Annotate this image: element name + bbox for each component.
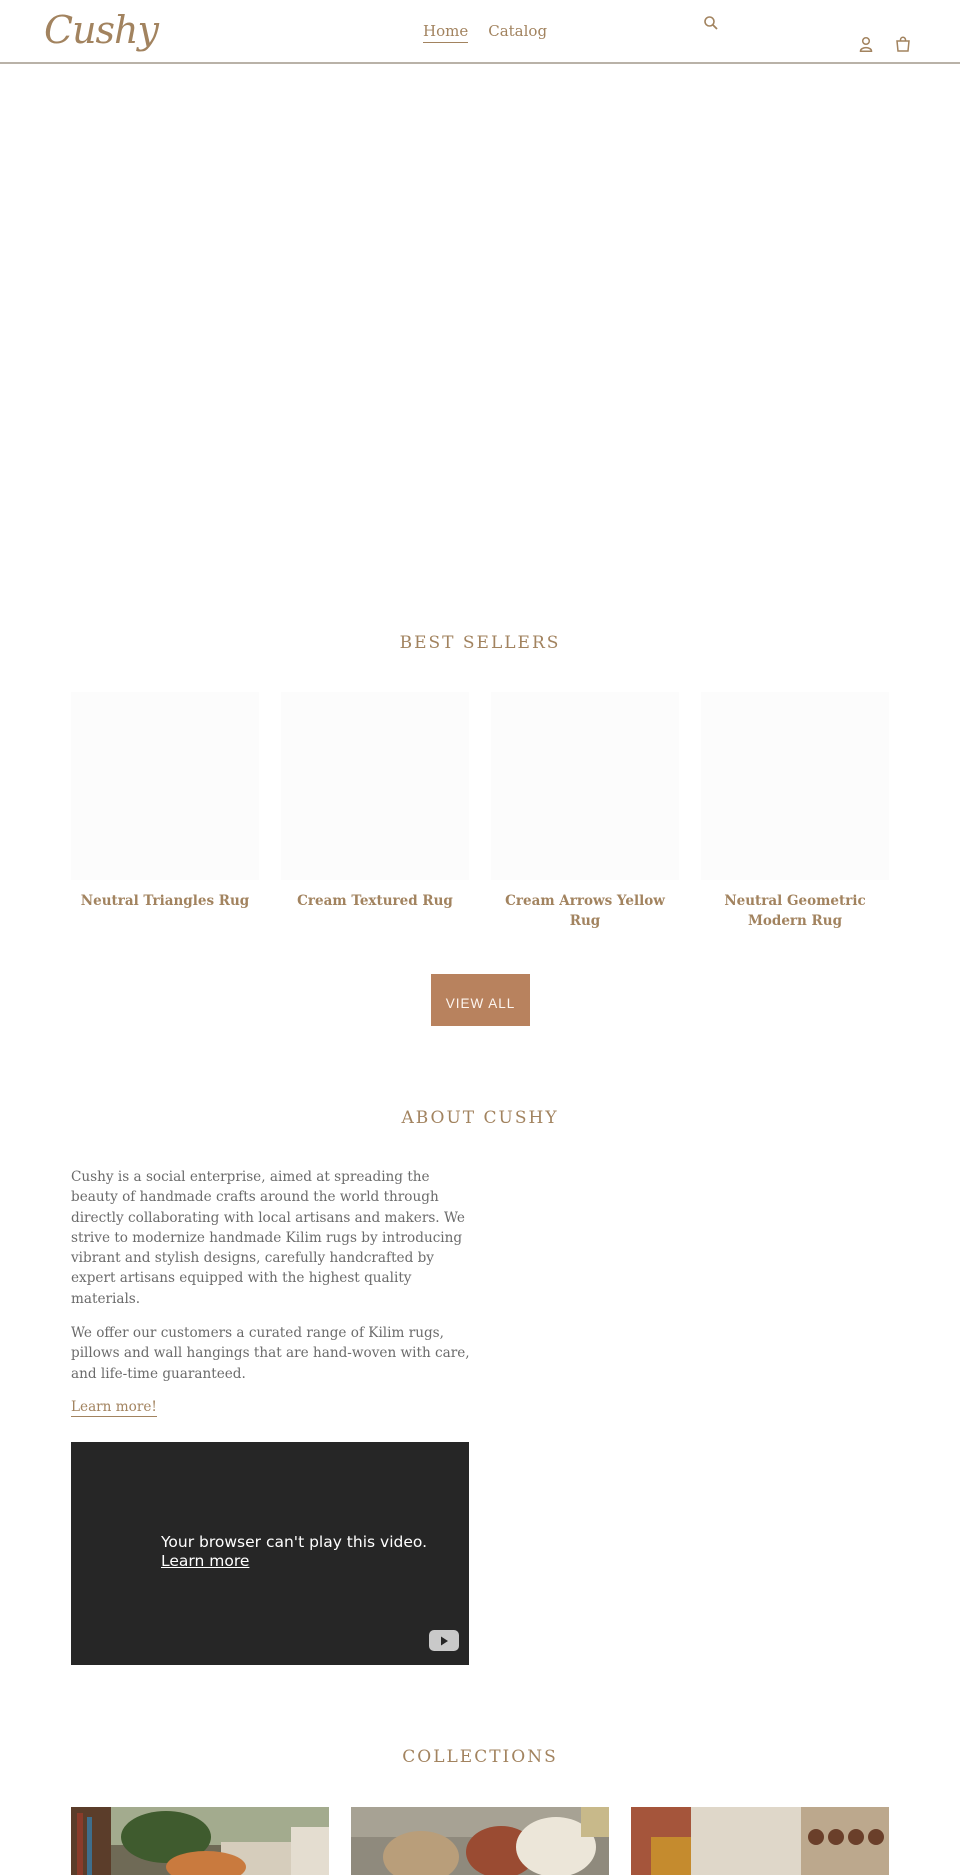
video-error-message bbox=[161, 1533, 427, 1571]
view-all-button[interactable]: VIEW ALL bbox=[431, 974, 530, 1026]
best-sellers-title: BEST SELLERS bbox=[399, 633, 561, 653]
product-card[interactable] bbox=[281, 692, 469, 911]
about-paragraph: Cushy is a social enterprise, aimed at spreading the beauty of handmade crafts around the world through directly collaborating with local artisans and makers. We strive to modernize handmade Kilim rugs by introducing vibrant and stylish designs, carefully handcrafted by expert artisans equipped with the highest quality materials. bbox=[71, 1169, 465, 1307]
site-header bbox=[0, 0, 960, 64]
youtube-play-icon[interactable] bbox=[429, 1630, 459, 1651]
account-icon[interactable] bbox=[857, 34, 875, 54]
nav-catalog-link[interactable]: Catalog bbox=[488, 22, 548, 40]
product-card[interactable] bbox=[71, 692, 259, 911]
site-logo[interactable]: Cushy bbox=[44, 8, 158, 52]
nav-home-link[interactable]: Home bbox=[423, 22, 468, 43]
product-name[interactable]: Neutral Geometric Modern Rug bbox=[724, 893, 866, 929]
product-card[interactable] bbox=[701, 692, 889, 931]
video-error-text: Your browser can't play this video. bbox=[161, 1533, 428, 1551]
about-paragraph: We offer our customers a curated range of Kilim rugs, pillows and wall hangings that are hand-woven with care, and life-time guaranteed. bbox=[71, 1325, 470, 1382]
product-card[interactable] bbox=[491, 692, 679, 931]
main-nav bbox=[423, 22, 547, 43]
video-player[interactable] bbox=[71, 1442, 469, 1665]
hero-banner bbox=[0, 66, 960, 586]
product-image[interactable] bbox=[701, 692, 889, 880]
video-learn-more-link[interactable]: Learn more bbox=[161, 1552, 250, 1570]
product-image[interactable] bbox=[491, 692, 679, 880]
product-image[interactable] bbox=[281, 692, 469, 880]
collection-card[interactable] bbox=[351, 1807, 609, 1875]
search-icon[interactable] bbox=[701, 13, 721, 33]
about-text bbox=[71, 1167, 471, 1398]
about-title: ABOUT CUSHY bbox=[401, 1108, 559, 1128]
collections-title: COLLECTIONS bbox=[402, 1747, 558, 1767]
product-name[interactable]: Cream Textured Rug bbox=[297, 893, 453, 909]
learn-more-link[interactable]: Learn more! bbox=[71, 1399, 157, 1415]
collection-card[interactable] bbox=[631, 1807, 889, 1875]
product-name[interactable]: Cream Arrows Yellow Rug bbox=[505, 893, 665, 929]
collection-card[interactable] bbox=[71, 1807, 329, 1875]
product-image[interactable] bbox=[71, 692, 259, 880]
product-name[interactable]: Neutral Triangles Rug bbox=[80, 893, 250, 909]
cart-icon[interactable] bbox=[893, 34, 913, 54]
